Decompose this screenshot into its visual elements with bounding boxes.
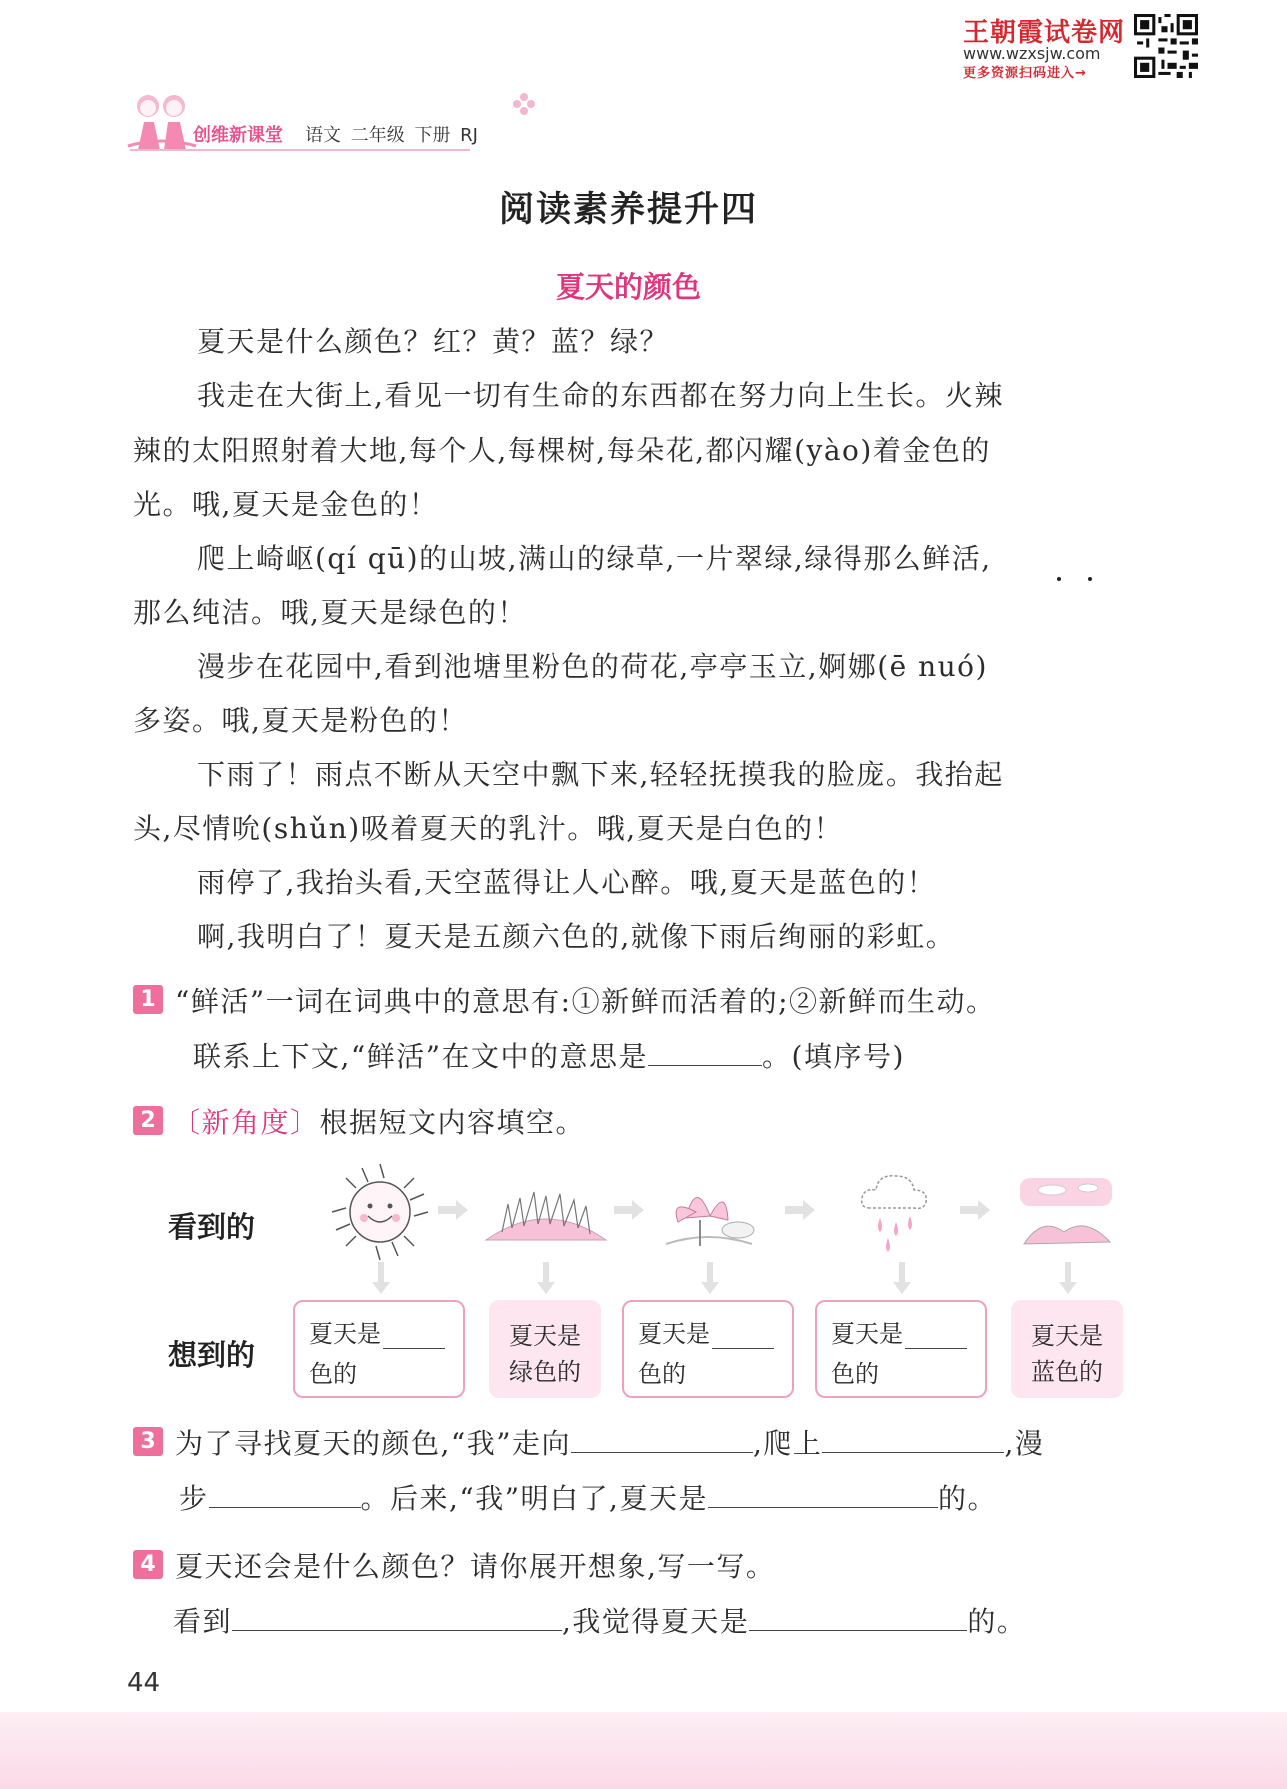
page-title: 阅读素养提升四 xyxy=(498,190,758,230)
q3-text: 的。 xyxy=(937,1482,997,1515)
q3-text: 为了寻找夏天的颜色,“我”走向 xyxy=(175,1427,572,1460)
arrow-right-icon xyxy=(960,1198,990,1222)
page-number: 44 xyxy=(127,1668,161,1698)
lotus-icon xyxy=(656,1168,760,1250)
arrow-right-icon xyxy=(438,1198,468,1222)
card-suffix: 色的 xyxy=(638,1360,686,1388)
q3-text: ,漫 xyxy=(1004,1427,1045,1460)
arrow-down-icon xyxy=(893,1262,911,1294)
story-line: 漫步在花园中,看到池塘里粉色的荷花,亭亭玉立,婀娜(ē nuó) xyxy=(197,650,988,683)
sky-clouds-icon xyxy=(1016,1176,1116,1248)
card-suffix: 色的 xyxy=(309,1360,357,1388)
grass-hill-icon xyxy=(482,1178,610,1244)
q3-text: 。后来,“我”明白了,夏天是 xyxy=(360,1482,708,1515)
q4-text: 看到 xyxy=(173,1605,233,1638)
story-line: 多姿。哦,夏天是粉色的！ xyxy=(133,704,468,737)
card-label: 夏天是 xyxy=(509,1322,581,1350)
answer-card-4[interactable] xyxy=(815,1300,987,1398)
flower-decoration-icon xyxy=(512,92,536,116)
card-label: 夏天是 xyxy=(309,1320,381,1348)
q2-instruction: 根据短文内容填空。 xyxy=(319,1106,586,1139)
arrow-down-icon xyxy=(537,1262,555,1294)
qr-code-icon[interactable] xyxy=(1134,14,1198,78)
card-suffix: 蓝色的 xyxy=(1031,1358,1103,1386)
series-name: 创维新课堂 xyxy=(193,125,283,146)
question-number-badge: 3 xyxy=(133,1427,163,1456)
new-angle-tag: 〔新角度〕 xyxy=(172,1106,320,1139)
q3-blank-hill[interactable] xyxy=(822,1424,1004,1453)
brand-scan-hint: 更多资源扫码进入→ xyxy=(963,66,1087,81)
arrow-down-icon xyxy=(372,1262,390,1294)
q3-blank-garden[interactable] xyxy=(209,1479,361,1508)
story-line: 爬上崎岖(qí qū)的山坡,满山的绿草,一片翠绿,绿得那么鲜活, xyxy=(197,542,992,575)
answer-card-3[interactable] xyxy=(622,1300,794,1398)
question-number-badge: 1 xyxy=(133,985,163,1014)
q3-text: ,爬上 xyxy=(753,1427,823,1460)
q3-blank-street[interactable] xyxy=(571,1424,753,1453)
kids-logo-icon xyxy=(126,90,198,154)
answer-card-1[interactable] xyxy=(293,1300,465,1398)
arrow-right-icon xyxy=(785,1198,815,1222)
brand-url[interactable]: www.wzxsjw.com xyxy=(963,44,1101,63)
row-label-thought: 想到的 xyxy=(168,1338,256,1372)
card-label: 夏天是 xyxy=(1031,1322,1103,1350)
card-blank[interactable] xyxy=(905,1322,967,1349)
arrow-down-icon xyxy=(701,1262,719,1294)
q3-line-1 xyxy=(175,1422,1044,1462)
q1-prompt-suffix: 。(填序号) xyxy=(762,1040,905,1073)
story-line: 头,尽情吮(shǔn)吸着夏天的乳汁。哦,夏天是白色的！ xyxy=(133,812,844,845)
q2-text xyxy=(172,1101,585,1141)
card-label: 夏天是 xyxy=(638,1320,710,1348)
footer-band xyxy=(0,1712,1287,1789)
q1-prompt-text: 联系上下文,“鲜活”在文中的意思是 xyxy=(193,1040,649,1073)
card-blank[interactable] xyxy=(712,1322,774,1349)
q1-answer-blank[interactable] xyxy=(648,1037,762,1066)
header-divider xyxy=(130,149,470,151)
question-number-badge: 2 xyxy=(133,1106,163,1135)
q1-prompt xyxy=(193,1035,905,1075)
sun-icon xyxy=(328,1160,432,1264)
story-line: 那么纯洁。哦,夏天是绿色的！ xyxy=(133,596,527,629)
story-title: 夏天的颜色 xyxy=(555,270,701,304)
q1-text: “鲜活”一词在词典中的意思有:①新鲜而活着的;②新鲜而生动。 xyxy=(175,985,996,1018)
card-suffix: 色的 xyxy=(831,1360,879,1388)
rain-cloud-icon xyxy=(856,1168,932,1258)
q4-text: ,我觉得夏天是 xyxy=(562,1605,750,1638)
story-line: 下雨了！雨点不断从天空中飘下来,轻轻抚摸我的脸庞。我抬起 xyxy=(197,758,1004,791)
row-label-seen: 看到的 xyxy=(168,1210,256,1244)
book-info: 语文 二年级 下册 RJ xyxy=(305,125,478,146)
story-line: 光。哦,夏天是金色的！ xyxy=(133,488,439,521)
story-line: 啊,我明白了！夏天是五颜六色的,就像下雨后绚丽的彩虹。 xyxy=(197,920,956,953)
story-line: 夏天是什么颜色？红？黄？蓝？绿？ xyxy=(197,325,670,358)
q4-blank-color[interactable] xyxy=(749,1602,967,1631)
card-suffix: 绿色的 xyxy=(509,1358,581,1386)
arrow-right-icon xyxy=(614,1198,644,1222)
card-label: 夏天是 xyxy=(831,1320,903,1348)
story-line: 我走在大街上,看见一切有生命的东西都在努力向上生长。火辣 xyxy=(197,379,1004,412)
q4-text: 的。 xyxy=(967,1605,1027,1638)
arrow-down-icon xyxy=(1059,1262,1077,1294)
q3-line-2 xyxy=(179,1477,997,1517)
question-number-badge: 4 xyxy=(133,1550,163,1579)
q3-text: 步 xyxy=(179,1482,209,1515)
answer-card-2 xyxy=(489,1300,601,1398)
story-line: 辣的太阳照射着大地,每个人,每棵树,每朵花,都闪耀(yào)着金色的 xyxy=(133,434,991,467)
brand-logo[interactable]: 王朝霞试卷网 xyxy=(963,18,1126,48)
q4-blank-seen[interactable] xyxy=(232,1602,562,1631)
answer-card-5 xyxy=(1011,1300,1123,1398)
q3-blank-colors[interactable] xyxy=(708,1479,938,1508)
q4-answer-line xyxy=(173,1600,1026,1640)
story-line: 雨停了,我抬头看,天空蓝得让人心醉。哦,夏天是蓝色的！ xyxy=(197,866,937,899)
q4-text: 夏天还会是什么颜色？请你展开想象,写一写。 xyxy=(175,1550,776,1583)
card-blank[interactable] xyxy=(383,1322,445,1349)
